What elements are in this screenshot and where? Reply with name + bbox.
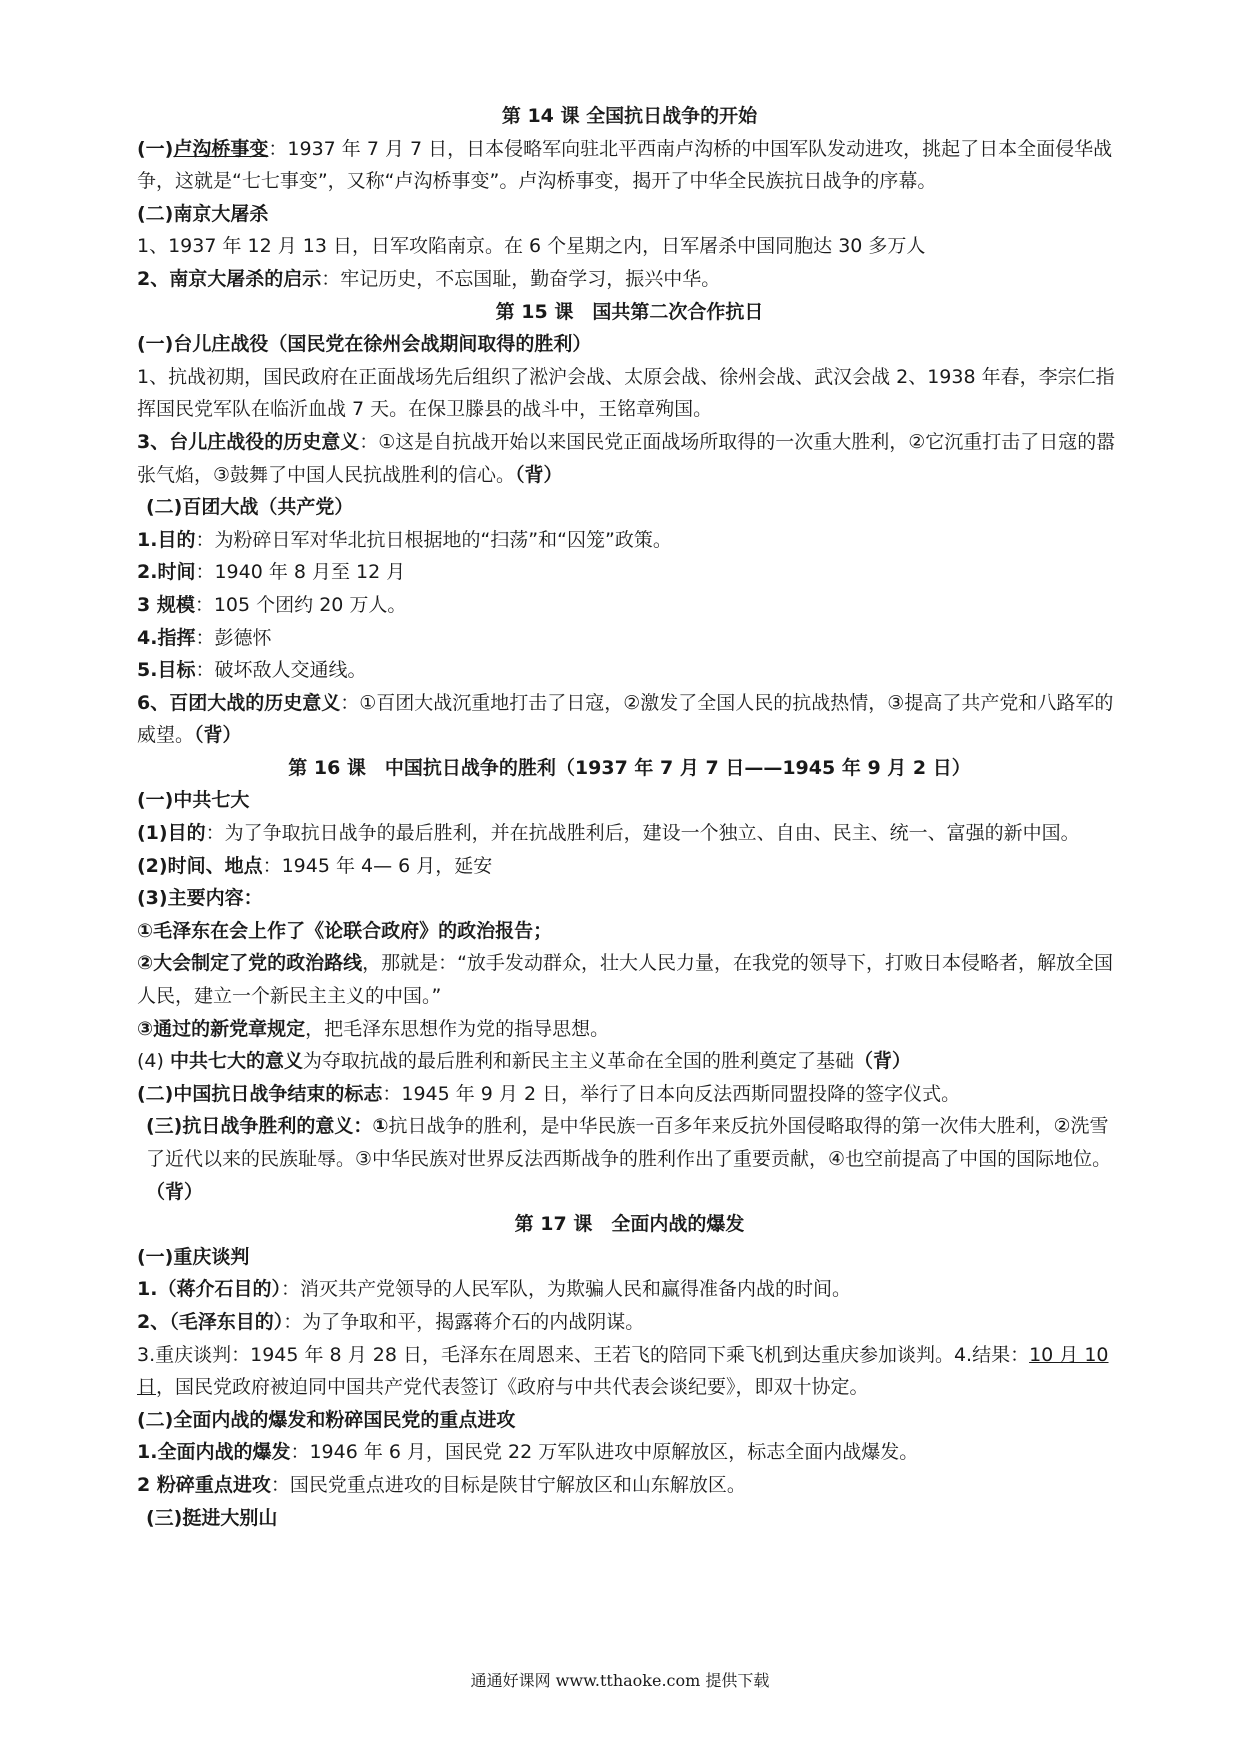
paragraph-label: 3、台儿庄战役的历史意义	[137, 430, 360, 453]
paragraph-label: 2、南京大屠杀的启示	[137, 267, 322, 290]
taierzhuang-paragraph-3	[137, 426, 1122, 491]
section-label: (一)	[137, 137, 174, 160]
paragraph-label: 1.全面内战的爆发	[137, 1441, 291, 1464]
taierzhuang-section-title: (一)台儿庄战役（国民党在徐州会战期间取得的胜利）	[137, 333, 592, 356]
nanjing-paragraph-1: 1、1937 年 12 月 13 日，日军攻陷南京。在 6 个星期之内，日军屠杀中国同胞达 30 多万人	[137, 235, 926, 258]
war-end-paragraph	[137, 1078, 1122, 1111]
memorize-note: （背）	[146, 1180, 204, 1203]
paragraph-text: ：①这是自抗战开始以来国民党正面战场所取得的一次重大胜利，②它沉重打击了日寇的嚣张气焰，③鼓舞了中国人民抗战胜利的信心。	[137, 430, 1116, 486]
lugouqiao-paragraph	[137, 133, 1122, 198]
paragraph-label: 2、（毛泽东目的）	[137, 1310, 284, 1333]
civil-war-section-title: (二)全面内战的爆发和粉碎国民党的重点进攻	[137, 1408, 516, 1431]
paragraph-text: 为夺取抗战的最后胜利和新民主主义革命在全国的胜利奠定了基础	[302, 1050, 854, 1073]
paragraph-label: (2)时间、地点	[137, 854, 263, 877]
baituan-item	[137, 654, 1122, 687]
qida-content-1: ①毛泽东在会上作了《论联合政府》的政治报告；	[137, 919, 553, 942]
paragraph-label: (1)目的	[137, 822, 206, 845]
chongqing-section-title: (一)重庆谈判	[137, 1245, 250, 1268]
paragraph-label: ③通过的新党章规定	[137, 1017, 306, 1040]
nanjing-paragraph-2	[137, 263, 1122, 296]
taierzhuang-paragraph-1: 1、抗战初期，国民政府在正面战场先后组织了淞沪会战、太原会战、徐州会战、武汉会战 2、1938 年春，李宗仁指挥国民党军队在临沂血战 7 天。在保卫滕县的战斗中，王铭章殉国。	[137, 365, 1115, 421]
paragraph-label: (三)抗日战争胜利的意义：①	[146, 1115, 389, 1138]
memorize-note: （背）	[515, 463, 563, 486]
paragraph-text: ：牢记历史，不忘国耻，勤奋学习，振兴中华。	[321, 267, 721, 290]
chongqing-paragraph-3	[137, 1339, 1122, 1404]
item-label: 1.目的	[137, 528, 196, 551]
paragraph-label: 1.（蒋介石目的）	[137, 1278, 281, 1301]
memorize-note: （背）	[194, 724, 242, 747]
lesson-16-title: 第 16 课 中国抗日战争的胜利（1937 年 7 月 7 日——1945 年 9 月 2 日）	[288, 756, 971, 779]
item-label: 3 规模	[137, 593, 195, 616]
item-label: 5.目标	[137, 659, 196, 682]
baituan-item	[137, 524, 1122, 557]
item-text: ：破坏敌人交通线。	[195, 659, 367, 682]
paragraph-text: ：1945 年 9 月 2 日，举行了日本向反法西斯同盟投降的签字仪式。	[382, 1082, 961, 1105]
page-content	[137, 100, 1122, 1534]
memorize-note: （背）	[853, 1050, 911, 1073]
item-label: 2.时间	[137, 561, 196, 584]
paragraph-text: ：1946 年 6 月，国民党 22 万军队进攻中原解放区，标志全面内战爆发。	[290, 1441, 919, 1464]
baituan-significance-paragraph	[137, 687, 1122, 752]
lesson-15-title: 第 15 课 国共第二次合作抗日	[495, 300, 764, 323]
paragraph-text: 抗日战争的胜利，是中华民族一百多年来反抗外国侵略取得的第一次伟大胜利，②洗雪了近代以来的民族耻辱。③中华民族对世界反法西斯战争的胜利作出了重要贡献，④也空前提高了中国的国际地位。	[146, 1115, 1112, 1170]
item-text: ：1940 年 8 月至 12 月	[195, 561, 406, 584]
page-footer: 通通好课网 www.tthaoke.com 提供下载	[470, 1671, 770, 1690]
paragraph-label: 中共七大的意义	[169, 1050, 303, 1073]
baituan-item	[137, 622, 1122, 655]
lesson-17-title: 第 17 课 全面内战的爆发	[514, 1213, 745, 1236]
civil-war-paragraph-2	[137, 1469, 1122, 1502]
paragraph-text: ：消灭共产党领导的人民军队，为欺骗人民和赢得准备内战的时间。	[280, 1278, 851, 1301]
paragraph-prefix: (4)	[137, 1050, 170, 1073]
qida-content-2	[137, 947, 1122, 1012]
paragraph-text: ：为了争取抗日战争的最后胜利，并在抗战胜利后，建设一个独立、自由、民主、统一、富强的新中国。	[205, 822, 1080, 845]
baituan-item	[137, 589, 1122, 622]
paragraph-text: ，把毛泽东思想作为党的指导思想。	[305, 1017, 610, 1040]
chongqing-paragraph-2	[137, 1306, 1122, 1339]
paragraph-text: ：1945 年 4— 6 月，延安	[262, 854, 493, 877]
baituan-item	[137, 556, 1122, 589]
baituan-section-title: (二)百团大战（共产党）	[146, 496, 354, 519]
item-text: ：彭德怀	[195, 626, 272, 649]
paragraph-label: 2 粉碎重点进攻	[137, 1473, 271, 1496]
qida-time-paragraph	[137, 850, 1122, 883]
nanjing-section-title: (二)南京大屠杀	[137, 202, 269, 225]
qida-purpose-paragraph	[137, 817, 1122, 850]
paragraph-text: 3.重庆谈判：1945 年 8 月 28 日，毛泽东在周恩来、王若飞的陪同下乘飞机到达重庆参加谈判。4.结果：	[137, 1343, 1030, 1366]
lugouqiao-keyword: 卢沟桥事变	[173, 137, 269, 160]
paragraph-label: (二)中国抗日战争结束的标志	[137, 1082, 383, 1105]
chongqing-paragraph-1	[137, 1273, 1122, 1306]
civil-war-paragraph-1	[137, 1436, 1122, 1469]
qida-section-title: (一)中共七大	[137, 789, 250, 812]
qida-significance-paragraph	[137, 1045, 1122, 1078]
item-text: ：为粉碎日军对华北抗日根据地的“扫荡”和“囚笼”政策。	[195, 528, 672, 551]
paragraph-text: ：为了争取和平，揭露蒋介石的内战阴谋。	[283, 1310, 645, 1333]
paragraph-text: ：1937 年 7 月 7 日，日本侵略军向驻北平西南卢沟桥的中国军队发动进攻，挑起了日本全面侵华战争，这就是“七七事变”，又称“卢沟桥事变”。卢沟桥事变，揭开了中华全民族抗日战争的序幕。	[137, 137, 1113, 193]
paragraph-text: ，那就是：“放手发动群众，壮大人民力量，在我党的领导下，打败日本侵略者，解放全国人民，建立一个新民主主义的中国。”	[137, 952, 1113, 1008]
paragraph-label: ②大会制定了党的政治路线	[137, 952, 363, 975]
paragraph-text: ：①百团大战沉重地打击了日寇，②激发了全国人民的抗战热情，③提高了共产党和八路军的威望。	[137, 691, 1114, 747]
double-ten-date: 10 月 10 日	[137, 1343, 1109, 1399]
victory-significance-paragraph	[137, 1110, 1122, 1208]
lesson-14-title: 第 14 课 全国抗日战争的开始	[501, 105, 758, 127]
qida-content-heading: (3)主要内容：	[137, 887, 263, 910]
paragraph-text: ：国民党重点进攻的目标是陕甘宁解放区和山东解放区。	[270, 1473, 746, 1496]
item-label: 4.指挥	[137, 626, 196, 649]
qida-content-3	[137, 1013, 1122, 1046]
paragraph-text: ，国民党政府被迫同中国共产党代表签订《政府与中共代表会谈纪要》，即双十协定。	[156, 1376, 869, 1399]
item-text: ：105 个团约 20 万人。	[194, 593, 407, 616]
dabieshan-section-title: (三)挺进大别山	[146, 1506, 278, 1529]
paragraph-label: 6、百团大战的历史意义	[137, 691, 341, 714]
